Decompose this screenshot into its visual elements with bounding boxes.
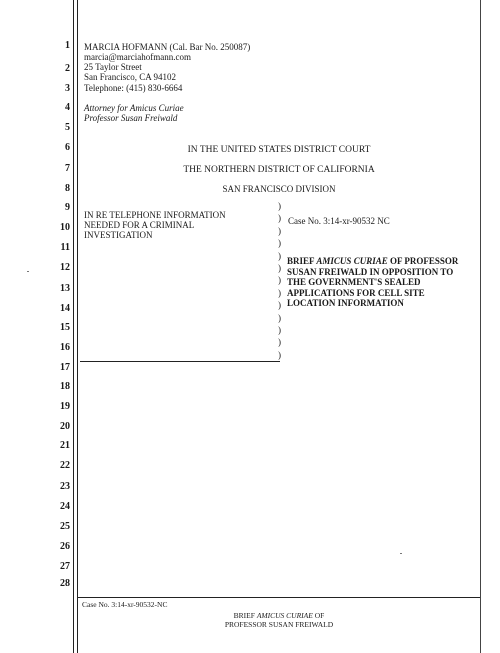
- line-number: 4: [65, 102, 70, 113]
- line-number: 24: [60, 501, 70, 512]
- counsel-city: San Francisco, CA 94102: [84, 72, 176, 82]
- footer-title-line1: [78, 611, 480, 620]
- line-number: 6: [65, 142, 70, 153]
- footer-title-italic: AMICUS CURIAE: [256, 611, 313, 620]
- line-number: 27: [60, 561, 70, 572]
- court-heading-line2: THE NORTHERN DISTRICT OF CALIFORNIA: [183, 165, 375, 175]
- brief-title-line2: SUSAN FREIWALD IN OPPOSITION TO: [287, 266, 454, 277]
- left-margin-rule-inner: [77, 0, 78, 653]
- line-number: 21: [60, 440, 70, 451]
- brief-title-line4: APPLICATIONS FOR CELL SITE: [287, 287, 425, 298]
- brief-title: [287, 256, 482, 309]
- court-heading-line3: SAN FRANCISCO DIVISION: [222, 184, 336, 194]
- line-number: 13: [60, 283, 70, 294]
- caption-divider: ) ) ) ) ) ) ) ) ) ) ) ) ): [278, 201, 281, 360]
- case-number: Case No. 3:14-xr-90532 NC: [288, 216, 390, 226]
- counsel-role-line2: Professor Susan Freiwald: [84, 113, 178, 123]
- line-number: 16: [60, 342, 70, 353]
- caption-matter-line2: NEEDED FOR A CRIMINAL: [84, 220, 195, 230]
- left-margin-rule: [73, 0, 74, 653]
- counsel-role-line1: Attorney for Amicus Curiae: [84, 103, 184, 113]
- line-number: 5: [65, 122, 70, 133]
- brief-title-line3: THE GOVERNMENT'S SEALED: [287, 277, 421, 287]
- line-number: 10: [60, 222, 70, 233]
- caption-bottom-rule: [80, 361, 280, 362]
- counsel-name: MARCIA HOFMANN (Cal. Bar No. 250087): [84, 42, 251, 52]
- line-number: 17: [60, 362, 70, 373]
- counsel-email: marcia@marciahofmann.com: [84, 52, 191, 62]
- line-number: 1: [65, 40, 70, 51]
- line-number: 22: [60, 460, 70, 471]
- line-number: 2: [65, 63, 70, 74]
- court-heading-line1: IN THE UNITED STATES DISTRICT COURT: [187, 145, 371, 155]
- footer-title-suffix: OF: [312, 611, 325, 620]
- scan-speck: [400, 553, 402, 554]
- line-number: 20: [60, 421, 70, 432]
- footer-title-line2: PROFESSOR SUSAN FREIWALD: [224, 620, 334, 629]
- line-number: 12: [60, 262, 70, 273]
- brief-title-prefix: BRIEF: [287, 256, 317, 266]
- brief-title-line1: [287, 256, 482, 267]
- line-number: 19: [60, 401, 70, 412]
- footer-title-prefix: BRIEF: [233, 611, 257, 620]
- line-number: 26: [60, 541, 70, 552]
- brief-title-line5: LOCATION INFORMATION: [287, 298, 404, 308]
- line-number: 9: [65, 202, 70, 213]
- line-number: 11: [60, 242, 70, 253]
- line-number: 8: [65, 183, 70, 194]
- line-number: 7: [65, 163, 70, 174]
- counsel-street: 25 Taylor Street: [84, 62, 142, 72]
- counsel-phone: Telephone: (415) 830-6664: [84, 83, 183, 93]
- line-number: 3: [65, 83, 70, 94]
- line-number: 23: [60, 481, 70, 492]
- caption-matter-line1: IN RE TELEPHONE INFORMATION: [84, 210, 226, 220]
- right-margin-rule: [480, 0, 481, 653]
- line-number: 28: [60, 578, 70, 589]
- brief-title-suffix: OF PROFESSOR: [387, 256, 459, 266]
- footer-rule: [78, 597, 480, 598]
- caption-matter: [84, 210, 274, 240]
- line-number: 14: [60, 303, 70, 314]
- footer-case-number: Case No. 3:14-xr-90532-NC: [82, 600, 168, 609]
- line-number: 25: [60, 521, 70, 532]
- line-number: 18: [60, 381, 70, 392]
- brief-title-italic: AMICUS CURIAE: [316, 256, 388, 266]
- caption-matter-line3: INVESTIGATION: [84, 230, 153, 240]
- scan-speck: [27, 271, 29, 272]
- line-number: 15: [60, 322, 70, 333]
